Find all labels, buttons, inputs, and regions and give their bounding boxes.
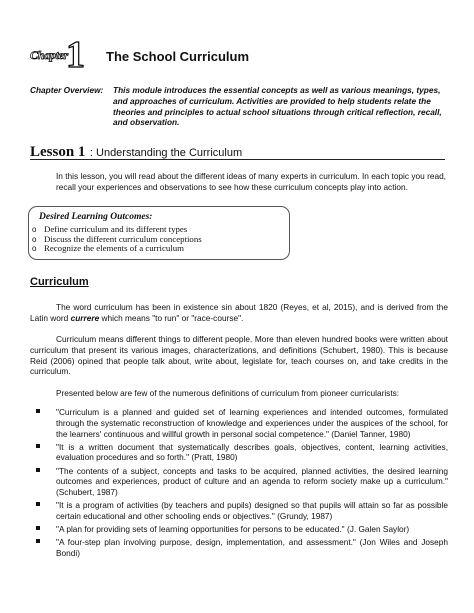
definition-text: "Curriculum is a planned and guided set of learning experiences and intended outcomes, formulated through the systematic reconstruction of knowledge and experiences under the auspices of the school, for the learners' continuous and willful growth in personal social competence." bbox=[56, 407, 448, 439]
outcome-bullet: o bbox=[32, 225, 37, 234]
definition-citation: (Grundy, 1987) bbox=[277, 511, 333, 522]
definition-citation: (Daniel Tanner, 1980) bbox=[331, 428, 411, 439]
definition-citation: (J. Galen Saylor) bbox=[346, 524, 410, 535]
outcome-item bbox=[32, 244, 202, 254]
lesson-intro: In this lesson, you will read about the different ideas of many experts in curriculum. In each topic you read, recall your experiences and observations to see how these curriculum concepts play into action. bbox=[56, 171, 446, 192]
definitions-list bbox=[32, 407, 448, 561]
p1-before: The word curriculum has been in existence sin about 1820 (Reyes, et al, 2015), and is derived from the Latin word bbox=[30, 302, 448, 323]
overview-text: This module introduces the essential concepts as well as various meanings, types, and approaches of curriculum. Activities are provided to help students relate the theories and principles to actual school situations through critical reflection, recall, and observation. bbox=[113, 85, 442, 128]
definition-text: "It is a written document that systematically describes goals, objectives, content, learning activities, evaluation procedures and so forth." bbox=[56, 441, 448, 463]
term-currere: currere bbox=[70, 312, 100, 323]
definition-item bbox=[32, 442, 448, 464]
square-bullet-icon bbox=[36, 502, 40, 506]
outcome-bullet: o bbox=[32, 244, 37, 254]
curriculum-paragraph-2 bbox=[30, 334, 448, 377]
square-bullet-icon bbox=[36, 539, 40, 543]
definition-citation: (Jon Wiles and Joseph Bondi) bbox=[56, 537, 449, 559]
definition-text: "It is a program of activities (by teachers and pupils) designed so that pupils will attain so far as possible certain educational and other schooling ends or objectives." bbox=[56, 500, 448, 522]
curriculum-heading: Curriculum bbox=[30, 276, 89, 288]
outcome-text: Define curriculum and its different types bbox=[44, 224, 188, 234]
outcome-text: Recognize the elements of a curriculum bbox=[44, 243, 184, 254]
definition-citation: (Schubert, 1987) bbox=[56, 487, 118, 498]
p2-text: Curriculum means different things to different people. More than eleven hundred books were written about curriculum that present its various images, characterizations, and definitions (Schubert, 1980). This is because Reid (2006) opined that people talk about, write about, legislate for, teach courses on, and take credits in the curriculum. bbox=[30, 334, 448, 377]
chapter-number: 1 bbox=[66, 34, 85, 76]
chapter-title: The School Curriculum bbox=[106, 49, 250, 64]
outcomes-list bbox=[32, 225, 202, 254]
definition-text: "A plan for providing sets of learning opportunities for persons to be educated." bbox=[56, 524, 345, 535]
lesson-divider bbox=[30, 159, 445, 160]
definition-item bbox=[32, 537, 448, 559]
square-bullet-icon bbox=[36, 526, 40, 530]
square-bullet-icon bbox=[36, 468, 40, 472]
definition-text: "A four-step plan involving purpose, design, implementation, and assessment." bbox=[56, 537, 356, 548]
definition-item bbox=[32, 500, 448, 522]
outcome-bullet: o bbox=[32, 234, 37, 244]
definition-citation: (Pratt, 1980) bbox=[191, 452, 238, 463]
square-bullet-icon bbox=[36, 409, 40, 413]
definition-item bbox=[32, 407, 448, 439]
overview-label: Chapter Overview: bbox=[30, 85, 104, 95]
chapter-word: Chapter bbox=[30, 48, 68, 62]
definition-item bbox=[32, 524, 448, 535]
curriculum-paragraph-3: Presented below are few of the numerous definitions of curriculum from pioneer curricularists: bbox=[56, 388, 400, 398]
definition-item bbox=[32, 466, 448, 498]
outcomes-title: Desired Learning Outcomes: bbox=[39, 212, 153, 222]
outcome-text: Discuss the different curriculum conceptions bbox=[44, 233, 202, 244]
lesson-title: : Understanding the Curriculum bbox=[89, 147, 243, 159]
definition-text: "The contents of a subject, concepts and tasks to be acquired, planned activities, the desired learning outcomes and experiences, product of culture and an agenda to reform society make up a curriculum." bbox=[56, 465, 448, 487]
lesson-label: Lesson 1 bbox=[30, 144, 86, 160]
curriculum-paragraph-1 bbox=[30, 302, 448, 324]
chapter-badge bbox=[30, 34, 90, 80]
p1-after: which means "to run" or "race-course". bbox=[99, 312, 244, 323]
square-bullet-icon bbox=[36, 444, 40, 448]
outcomes-box bbox=[28, 206, 290, 260]
